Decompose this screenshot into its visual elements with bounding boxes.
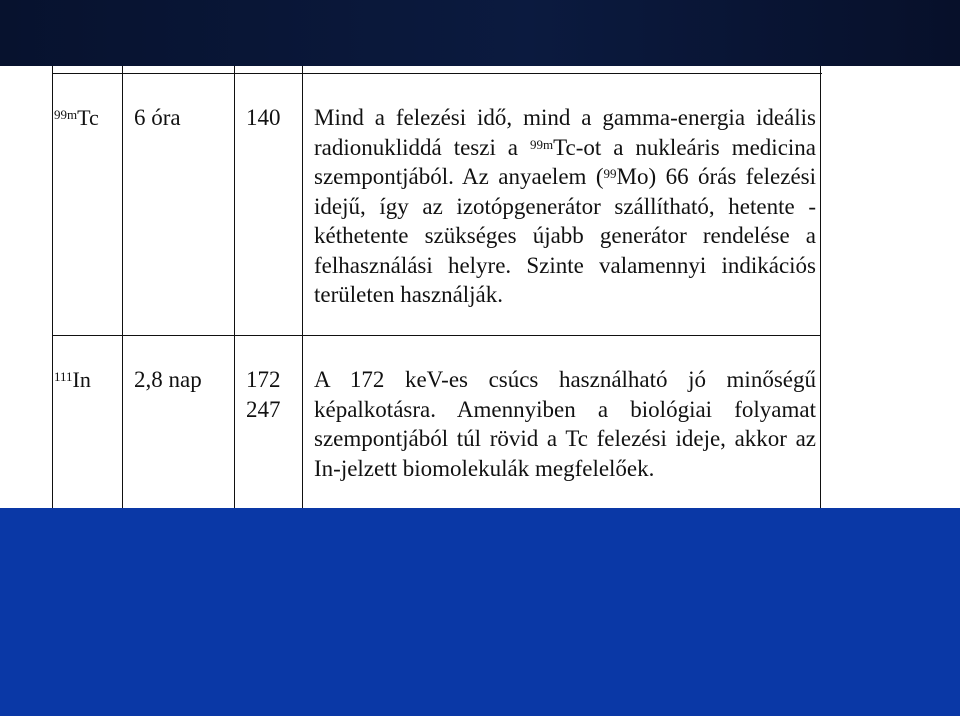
table-row-2-energy-1: 172 (246, 367, 281, 392)
table-row-1-description: Mind a felezési idő, mind a gamma-energia ideális radionukliddá teszi a $^{99m}$Tc-ot a nukleáris medicina szempontjából. Az anyaelem ($^{99}$Mo) 66 órás felezési idejű, így az izotópgenerátor szállítható, hetente - kéthetente szükséges újabb generátor rendelése a felhasználási helyre. Szinte valamennyi indikációs területen használják. (314, 105, 816, 307)
col-divider-2 (122, 66, 123, 508)
col-divider-4 (302, 66, 303, 508)
top-title-bar (0, 0, 960, 66)
table-row-2-nuclide: $^{111}$In (54, 367, 91, 392)
col-divider-1 (52, 66, 53, 508)
bottom-blue-band (0, 508, 960, 716)
table-top-rule (52, 73, 822, 74)
table-row-1-half-life: 6 óra (134, 105, 181, 130)
table-row-2-description: A 172 keV-es csúcs használható jó minőségű képalkotásra. Amennyiben a biológiai folyamat szempontjából túl rövid a Tc felezési ideje, akkor az In-jelzett biomolekulák megfelelőek. (314, 367, 816, 481)
row-divider (52, 335, 821, 336)
table-row-1-energy: 140 (246, 105, 281, 130)
table-row-2-energy-2: 247 (246, 397, 281, 422)
col-divider-5 (820, 66, 821, 508)
table-row-1-nuclide: $^{99m}$Tc (54, 105, 99, 130)
scanned-table-page (4, 66, 956, 508)
table-row-2-half-life: 2,8 nap (134, 367, 202, 392)
col-divider-3 (234, 66, 235, 508)
